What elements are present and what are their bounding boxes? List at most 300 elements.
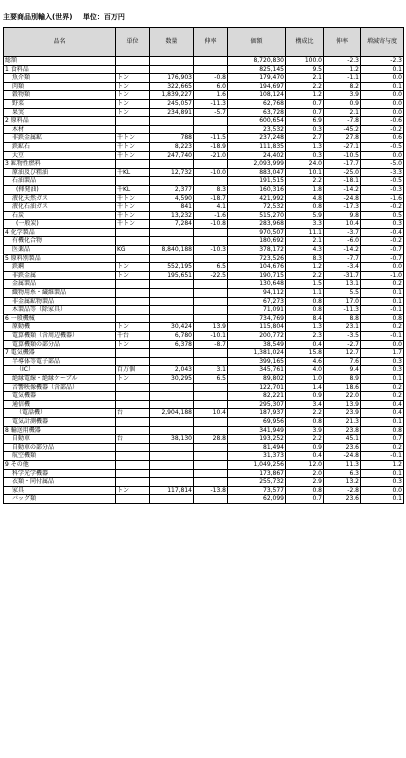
cell-quantity-growth — [194, 306, 228, 315]
cell-unit — [116, 314, 150, 323]
cell-quantity-growth: 4.1 — [194, 203, 228, 212]
cell-share: 1.2 — [286, 263, 324, 272]
cell-value: 8,720,830 — [228, 57, 286, 66]
cell-quantity: 7,284 — [150, 220, 194, 229]
table-row — [4, 314, 404, 323]
cell-name: 6 一般機械 — [4, 314, 116, 323]
cell-quantity: 38,130 — [150, 435, 194, 444]
table-row — [4, 280, 404, 289]
cell-value: 180,692 — [228, 237, 286, 246]
cell-contribution: -5.0 — [361, 160, 404, 169]
table-row — [4, 452, 404, 461]
cell-quantity-growth: -22.5 — [194, 271, 228, 280]
table-row — [4, 220, 404, 229]
cell-value-growth: -10.5 — [324, 151, 361, 160]
cell-quantity-growth — [194, 426, 228, 435]
cell-unit — [116, 443, 150, 452]
cell-quantity-growth: -18.9 — [194, 142, 228, 151]
cell-value-growth: -6.0 — [324, 237, 361, 246]
cell-name: 絶縁電線・絶縁ケーブル — [4, 374, 116, 383]
cell-value-growth: -2.8 — [324, 486, 361, 495]
cell-unit: 千トン — [116, 211, 150, 220]
cell-value-growth: 9.4 — [324, 366, 361, 375]
cell-name: 通信機 — [4, 400, 116, 409]
cell-quantity-growth: 3.1 — [194, 366, 228, 375]
cell-quantity-growth — [194, 478, 228, 487]
cell-value: 67,273 — [228, 297, 286, 306]
cell-quantity-growth — [194, 117, 228, 126]
cell-quantity-growth — [194, 280, 228, 289]
cell-value-growth: 23.6 — [324, 443, 361, 452]
table-row — [4, 65, 404, 74]
cell-quantity-growth: -10.0 — [194, 168, 228, 177]
cell-unit — [116, 478, 150, 487]
cell-value: 421,992 — [228, 194, 286, 203]
cell-quantity — [150, 426, 194, 435]
table-row — [4, 417, 404, 426]
cell-quantity: 8,223 — [150, 142, 194, 151]
cell-value-growth: -3.7 — [324, 228, 361, 237]
cell-value: 71,091 — [228, 306, 286, 315]
cell-value: 283,968 — [228, 220, 286, 229]
cell-quantity: 195,651 — [150, 271, 194, 280]
cell-value-growth: 3.9 — [324, 91, 361, 100]
cell-value: 2,093,999 — [228, 160, 286, 169]
cell-value-growth: 18.6 — [324, 383, 361, 392]
cell-quantity: 552,195 — [150, 263, 194, 272]
cell-name: 石炭 — [4, 211, 116, 220]
cell-value-growth: -18.1 — [324, 177, 361, 186]
cell-quantity: 2,904,188 — [150, 409, 194, 418]
cell-value-growth: -17.3 — [324, 203, 361, 212]
cell-quantity-growth — [194, 400, 228, 409]
cell-value-growth: -25.0 — [324, 168, 361, 177]
cell-quantity-growth: 6.5 — [194, 263, 228, 272]
cell-name: 自動車 — [4, 435, 116, 444]
cell-value-growth: 13.1 — [324, 280, 361, 289]
cell-unit: トン — [116, 374, 150, 383]
cell-share: 0.3 — [286, 125, 324, 134]
cell-share: 4.3 — [286, 246, 324, 255]
cell-quantity-growth: 1.6 — [194, 91, 228, 100]
cell-quantity — [150, 460, 194, 469]
cell-unit — [116, 306, 150, 315]
cell-contribution: -1.6 — [361, 194, 404, 203]
cell-quantity-growth: -13.8 — [194, 486, 228, 495]
cell-quantity-growth: -8.7 — [194, 340, 228, 349]
cell-value: 194,697 — [228, 82, 286, 91]
cell-value: 187,937 — [228, 409, 286, 418]
cell-value: 111,835 — [228, 142, 286, 151]
cell-name: 電算機類の部分品 — [4, 340, 116, 349]
cell-name: バッグ類 — [4, 495, 116, 504]
table-row — [4, 374, 404, 383]
cell-share: 4.6 — [286, 357, 324, 366]
cell-name: (一般炭) — [4, 220, 116, 229]
title-main: 主要商品別輸入(世界) — [3, 13, 73, 21]
cell-share: 1.1 — [286, 289, 324, 298]
cell-value-growth: -2.3 — [324, 57, 361, 66]
cell-value-growth: 27.8 — [324, 134, 361, 143]
cell-share: 3.4 — [286, 400, 324, 409]
cell-quantity-growth: 28.8 — [194, 435, 228, 444]
cell-value-growth: -3.4 — [324, 263, 361, 272]
cell-contribution: 0.5 — [361, 211, 404, 220]
cell-name: 半導体等電子部品 — [4, 357, 116, 366]
cell-quantity-growth — [194, 228, 228, 237]
cell-name: 鉄鉱石 — [4, 142, 116, 151]
cell-quantity: 245,057 — [150, 99, 194, 108]
table-row — [4, 392, 404, 401]
cell-quantity — [150, 297, 194, 306]
cell-contribution: 0.0 — [361, 340, 404, 349]
cell-unit — [116, 280, 150, 289]
cell-name: （電話機） — [4, 409, 116, 418]
cell-unit — [116, 495, 150, 504]
table-row — [4, 108, 404, 117]
cell-share: 2.9 — [286, 478, 324, 487]
cell-share: 0.4 — [286, 340, 324, 349]
table-row — [4, 177, 404, 186]
cell-share: 2.3 — [286, 332, 324, 341]
table-row — [4, 383, 404, 392]
cell-name: 金属製品 — [4, 280, 116, 289]
cell-unit: KG — [116, 246, 150, 255]
cell-contribution: -0.2 — [361, 125, 404, 134]
cell-unit: トン — [116, 323, 150, 332]
cell-value: 399,165 — [228, 357, 286, 366]
cell-name: 織物用糸・繊維製品 — [4, 289, 116, 298]
cell-name: 原油及び粗油 — [4, 168, 116, 177]
table-row — [4, 400, 404, 409]
cell-contribution: 0.2 — [361, 323, 404, 332]
cell-share: 2.7 — [286, 134, 324, 143]
cell-contribution: 0.4 — [361, 409, 404, 418]
table-row — [4, 194, 404, 203]
table-row — [4, 246, 404, 255]
cell-share: 3.3 — [286, 220, 324, 229]
header-value-growth: 伸率 — [324, 28, 361, 57]
cell-name: 2 原料品 — [4, 117, 116, 126]
cell-quantity-growth — [194, 443, 228, 452]
import-table-container — [3, 27, 403, 504]
cell-quantity — [150, 117, 194, 126]
cell-name: (揮発油) — [4, 185, 116, 194]
cell-contribution: -0.7 — [361, 246, 404, 255]
cell-value: 38,549 — [228, 340, 286, 349]
cell-unit — [116, 237, 150, 246]
cell-unit: 千トン — [116, 142, 150, 151]
cell-quantity-growth: -21.0 — [194, 151, 228, 160]
cell-value-growth: 45.1 — [324, 435, 361, 444]
cell-share: 1.2 — [286, 91, 324, 100]
cell-value: 723,526 — [228, 254, 286, 263]
cell-value-growth: 6.3 — [324, 469, 361, 478]
cell-name: 果実 — [4, 108, 116, 117]
cell-contribution: -0.2 — [361, 237, 404, 246]
cell-value-growth: 2.1 — [324, 108, 361, 117]
cell-name: 木製品等（除家具） — [4, 306, 116, 315]
cell-value-growth: 23.6 — [324, 495, 361, 504]
cell-share: 1.3 — [286, 142, 324, 151]
cell-value: 173,867 — [228, 469, 286, 478]
cell-unit: 千台 — [116, 332, 150, 341]
cell-name: 電気計測機器 — [4, 417, 116, 426]
cell-value: 179,470 — [228, 74, 286, 83]
cell-share: 2.0 — [286, 469, 324, 478]
table-row — [4, 185, 404, 194]
cell-quantity-growth — [194, 160, 228, 169]
cell-value-growth: 23.8 — [324, 426, 361, 435]
cell-share: 1.8 — [286, 185, 324, 194]
cell-quantity — [150, 400, 194, 409]
cell-unit: トン — [116, 99, 150, 108]
cell-contribution: 0.8 — [361, 426, 404, 435]
cell-name: 3 鉱物性燃料 — [4, 160, 116, 169]
cell-share: 5.9 — [286, 211, 324, 220]
cell-quantity-growth — [194, 125, 228, 134]
cell-name: 1 食料品 — [4, 65, 116, 74]
cell-name: 5 原料別製品 — [4, 254, 116, 263]
cell-share: 0.8 — [286, 203, 324, 212]
cell-value-growth: 22.0 — [324, 392, 361, 401]
cell-share: 4.0 — [286, 366, 324, 375]
cell-share: 0.4 — [286, 452, 324, 461]
table-row — [4, 57, 404, 66]
cell-name: 非金属鉱物製品 — [4, 297, 116, 306]
cell-quantity-growth: -10.3 — [194, 246, 228, 255]
cell-value-growth: 1.2 — [324, 65, 361, 74]
cell-quantity-growth: -18.7 — [194, 194, 228, 203]
cell-value: 191,515 — [228, 177, 286, 186]
cell-value-growth: 23.1 — [324, 323, 361, 332]
table-row — [4, 409, 404, 418]
table-row — [4, 435, 404, 444]
cell-name: 液化石油ガス — [4, 203, 116, 212]
cell-name: 穀物類 — [4, 91, 116, 100]
cell-value-growth: 12.7 — [324, 349, 361, 358]
cell-value: 1,049,256 — [228, 460, 286, 469]
cell-contribution: 0.2 — [361, 383, 404, 392]
cell-value: 734,769 — [228, 314, 286, 323]
cell-name: 非鉄金属 — [4, 271, 116, 280]
cell-contribution: 1.7 — [361, 349, 404, 358]
table-row — [4, 486, 404, 495]
cell-quantity-growth — [194, 297, 228, 306]
header-quantity: 数量 — [150, 28, 194, 57]
cell-contribution: 0.0 — [361, 263, 404, 272]
cell-share: 3.9 — [286, 426, 324, 435]
cell-value-growth: 0.9 — [324, 99, 361, 108]
cell-quantity: 6,378 — [150, 340, 194, 349]
cell-quantity: 234,891 — [150, 108, 194, 117]
cell-contribution: -0.1 — [361, 452, 404, 461]
cell-name: 鉄鋼 — [4, 263, 116, 272]
cell-quantity: 788 — [150, 134, 194, 143]
cell-contribution: 0.3 — [361, 357, 404, 366]
cell-share: 2.2 — [286, 409, 324, 418]
cell-name: 音響映像機器（含部品） — [4, 383, 116, 392]
cell-quantity-growth — [194, 349, 228, 358]
cell-name: 9 その他 — [4, 460, 116, 469]
table-row — [4, 160, 404, 169]
cell-quantity-growth: 6.0 — [194, 82, 228, 91]
cell-share: 0.7 — [286, 495, 324, 504]
cell-value-growth: -7.7 — [324, 254, 361, 263]
cell-quantity-growth — [194, 177, 228, 186]
cell-contribution: 0.1 — [361, 82, 404, 91]
cell-unit — [116, 177, 150, 186]
header-contribution: 増減寄与度 — [361, 28, 404, 57]
cell-name: 非鉄金属鉱 — [4, 134, 116, 143]
table-row — [4, 228, 404, 237]
cell-name: 総額 — [4, 57, 116, 66]
cell-share: 11.1 — [286, 228, 324, 237]
table-row — [4, 357, 404, 366]
cell-contribution: 0.3 — [361, 478, 404, 487]
cell-quantity — [150, 306, 194, 315]
table-row — [4, 203, 404, 212]
cell-contribution: 0.2 — [361, 280, 404, 289]
cell-quantity — [150, 495, 194, 504]
cell-unit: トン — [116, 263, 150, 272]
cell-unit: 千トン — [116, 220, 150, 229]
cell-contribution: 0.8 — [361, 314, 404, 323]
cell-value: 255,732 — [228, 478, 286, 487]
cell-value: 31,373 — [228, 452, 286, 461]
cell-value-growth: 10.4 — [324, 220, 361, 229]
cell-share: 0.3 — [286, 151, 324, 160]
table-row — [4, 460, 404, 469]
table-row — [4, 332, 404, 341]
cell-quantity: 8,840,188 — [150, 246, 194, 255]
cell-unit — [116, 357, 150, 366]
cell-quantity-growth: -0.8 — [194, 74, 228, 83]
cell-value-growth: -31.7 — [324, 271, 361, 280]
cell-contribution: -0.5 — [361, 142, 404, 151]
cell-name: 有機化合物 — [4, 237, 116, 246]
cell-value: 515,270 — [228, 211, 286, 220]
table-row — [4, 426, 404, 435]
cell-value-growth: -7.8 — [324, 117, 361, 126]
cell-value: 104,676 — [228, 263, 286, 272]
cell-quantity — [150, 314, 194, 323]
cell-quantity: 2,043 — [150, 366, 194, 375]
cell-value-growth: 23.9 — [324, 409, 361, 418]
cell-value-growth: 13.2 — [324, 478, 361, 487]
cell-name: 液化天然ガス — [4, 194, 116, 203]
cell-quantity: 176,903 — [150, 74, 194, 83]
cell-contribution: -0.5 — [361, 177, 404, 186]
cell-value-growth: -3.5 — [324, 332, 361, 341]
cell-contribution: 0.4 — [361, 400, 404, 409]
cell-unit: トン — [116, 486, 150, 495]
cell-value-growth: -2.7 — [324, 340, 361, 349]
cell-value: 72,532 — [228, 203, 286, 212]
cell-contribution: -0.1 — [361, 332, 404, 341]
cell-quantity-growth — [194, 237, 228, 246]
cell-value: 345,761 — [228, 366, 286, 375]
cell-quantity — [150, 57, 194, 66]
cell-contribution: 0.6 — [361, 134, 404, 143]
cell-value-growth: 5.5 — [324, 289, 361, 298]
cell-contribution: 0.0 — [361, 99, 404, 108]
table-row — [4, 254, 404, 263]
cell-name: 自動車の部分品 — [4, 443, 116, 452]
cell-quantity — [150, 357, 194, 366]
cell-contribution: 0.1 — [361, 469, 404, 478]
cell-share: 2.1 — [286, 237, 324, 246]
cell-value: 193,252 — [228, 435, 286, 444]
cell-value: 23,532 — [228, 125, 286, 134]
cell-quantity-growth — [194, 452, 228, 461]
cell-share: 100.0 — [286, 57, 324, 66]
cell-value-growth: -1.1 — [324, 74, 361, 83]
table-row — [4, 443, 404, 452]
cell-quantity-growth: 10.4 — [194, 409, 228, 418]
cell-name: 7 電気機器 — [4, 349, 116, 358]
cell-value: 122,701 — [228, 383, 286, 392]
cell-contribution: 0.1 — [361, 374, 404, 383]
cell-share: 0.8 — [286, 486, 324, 495]
cell-quantity: 13,232 — [150, 211, 194, 220]
cell-unit — [116, 460, 150, 469]
header-name: 品名 — [4, 28, 116, 57]
header-unit: 単位 — [116, 28, 150, 57]
header-row — [4, 28, 404, 57]
cell-quantity-growth — [194, 65, 228, 74]
cell-value-growth: 8.9 — [324, 374, 361, 383]
cell-unit — [116, 452, 150, 461]
cell-quantity: 2,377 — [150, 185, 194, 194]
cell-contribution: -0.2 — [361, 203, 404, 212]
table-row — [4, 366, 404, 375]
table-row — [4, 91, 404, 100]
cell-quantity — [150, 228, 194, 237]
cell-quantity-growth: -11.3 — [194, 99, 228, 108]
cell-quantity-growth: 13.9 — [194, 323, 228, 332]
table-row — [4, 125, 404, 134]
cell-share: 0.8 — [286, 306, 324, 315]
cell-quantity-growth: -1.6 — [194, 211, 228, 220]
cell-unit — [116, 117, 150, 126]
table-row — [4, 142, 404, 151]
cell-value-growth: -14.2 — [324, 185, 361, 194]
cell-contribution: 0.0 — [361, 486, 404, 495]
cell-value: 200,772 — [228, 332, 286, 341]
cell-value: 378,172 — [228, 246, 286, 255]
table-row — [4, 289, 404, 298]
cell-name: 肉類 — [4, 82, 116, 91]
cell-quantity: 247,740 — [150, 151, 194, 160]
cell-value: 24,402 — [228, 151, 286, 160]
cell-quantity — [150, 349, 194, 358]
cell-name: 衣類・同付属品 — [4, 478, 116, 487]
cell-unit — [116, 57, 150, 66]
cell-contribution: 0.1 — [361, 297, 404, 306]
cell-value-growth: -27.1 — [324, 142, 361, 151]
cell-quantity — [150, 478, 194, 487]
cell-value-growth: 11.3 — [324, 460, 361, 469]
header-quantity-growth: 伸率 — [194, 28, 228, 57]
cell-unit: 千トン — [116, 134, 150, 143]
cell-contribution: -0.7 — [361, 254, 404, 263]
cell-value: 1,381,024 — [228, 349, 286, 358]
cell-contribution: -1.0 — [361, 271, 404, 280]
cell-quantity-growth — [194, 392, 228, 401]
cell-quantity-growth — [194, 314, 228, 323]
cell-contribution: 1.2 — [361, 460, 404, 469]
